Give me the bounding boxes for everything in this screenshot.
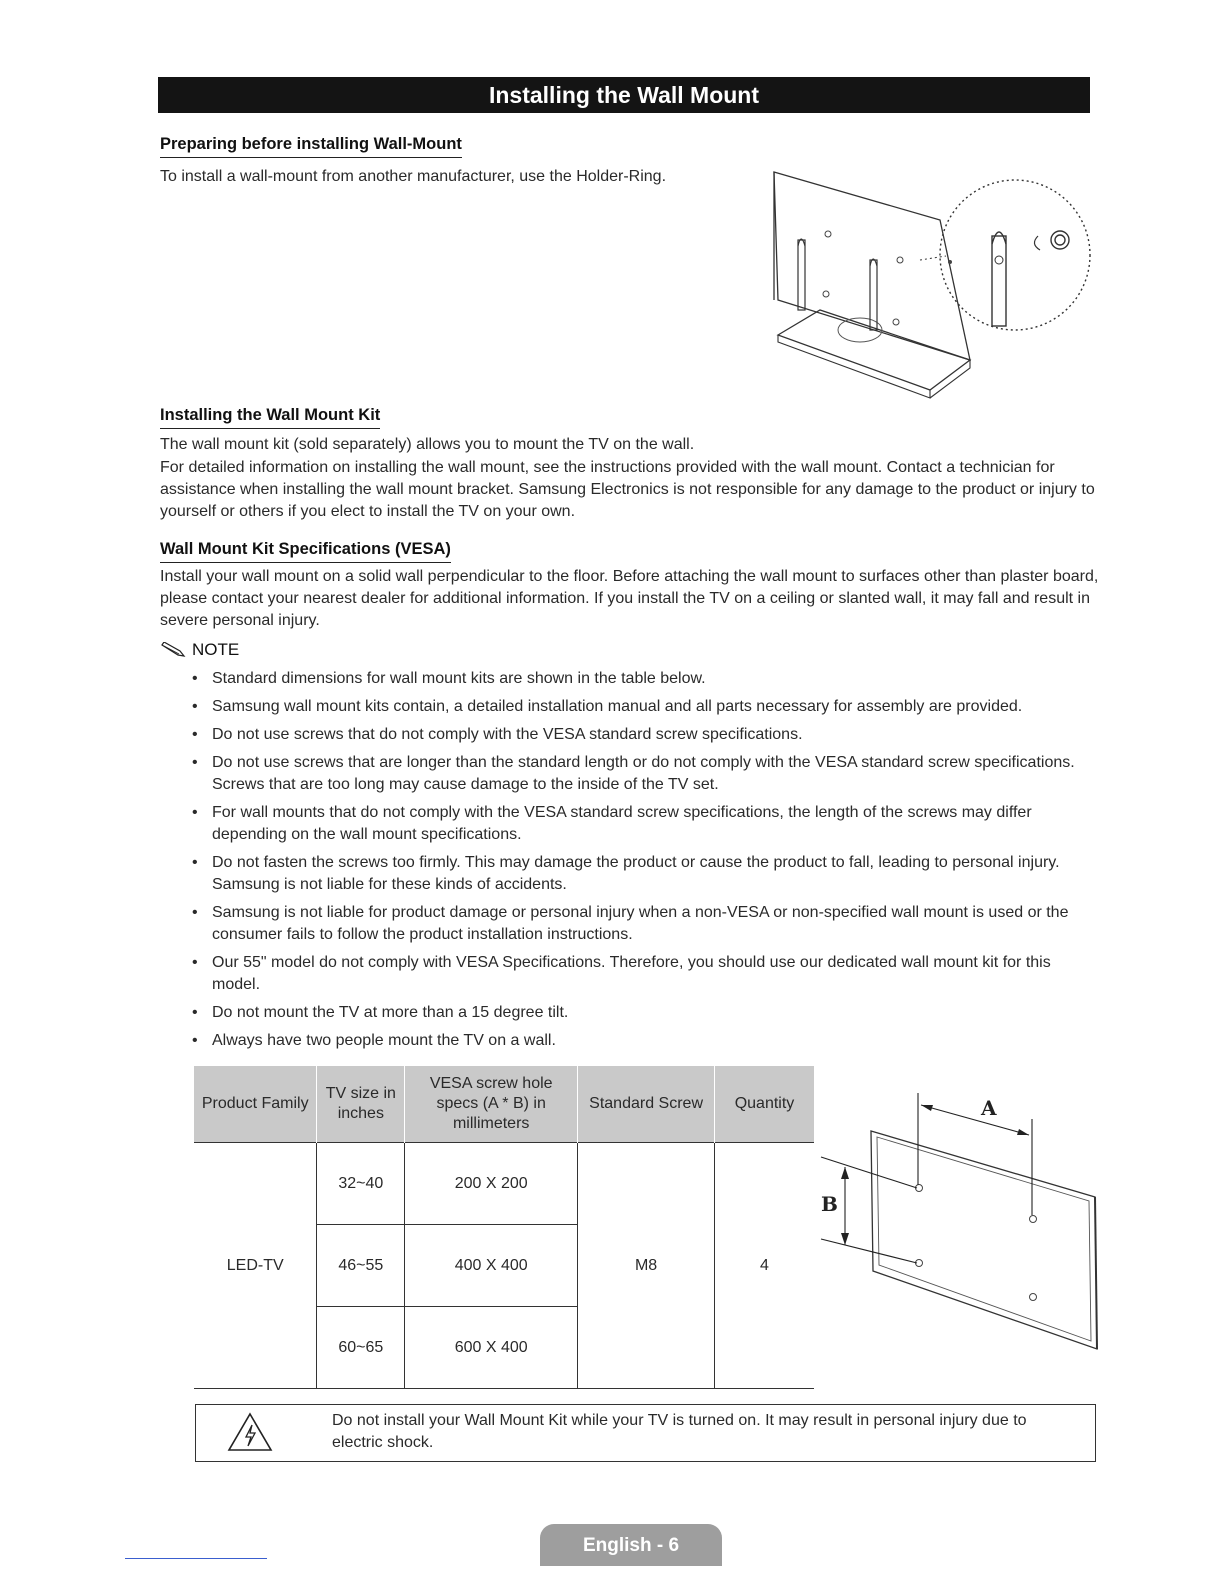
table-header-vesa-specs: VESA screw hole specs (A * B) in millimeters: [405, 1066, 578, 1143]
cell-vesa-spec: 600 X 400: [405, 1307, 578, 1389]
pencil-note-icon: [160, 642, 186, 658]
vesa-spec-table: [194, 1066, 814, 1389]
dimension-label-b: B: [821, 1192, 838, 1216]
table-header-standard-screw: Standard Screw: [578, 1066, 715, 1143]
table-header-tv-size: TV size in inches: [317, 1066, 405, 1143]
cell-standard-screw: M8: [578, 1143, 715, 1389]
cell-tv-size: 46~55: [317, 1225, 405, 1307]
warning-box: [195, 1404, 1096, 1462]
section-text-preparing: To install a wall-mount from another manufacturer, use the Holder-Ring.: [160, 168, 667, 185]
note-item: • Do not use screws that are longer than the standard length or do not comply with the VESA standard screw specifications. Screws that are too long may cause damage to the inside of the TV set.: [192, 752, 1097, 796]
note-item: • Do not mount the TV at more than a 15 degree tilt.: [192, 1002, 1097, 1024]
note-item: • Samsung wall mount kits contain, a detailed installation manual and all parts necessary for assembly are provided.: [192, 696, 1097, 718]
section-text-kit-intro: The wall mount kit (sold separately) allows you to mount the TV on the wall.: [160, 436, 695, 453]
section-text-kit-details: For detailed information on installing the wall mount, see the instructions provided with the wall mount. Contact a technician for assistance when installing the wall mount bracket. Samsung Electronics is not responsible for any damage to the product or injury to yourself or others if you elect to install the TV on your own.: [160, 459, 1095, 520]
cell-vesa-spec: 200 X 200: [405, 1143, 578, 1225]
note-item: • Standard dimensions for wall mount kits are shown in the table below.: [192, 668, 1097, 690]
cell-product-family: LED-TV: [194, 1143, 317, 1389]
section-heading-preparing: Preparing before installing Wall-Mount: [160, 134, 462, 158]
footer-divider: [125, 1558, 267, 1559]
note-item: • Our 55" model do not comply with VESA Specifications. Therefore, you should use our dedicated wall mount kit for this model.: [192, 952, 1097, 996]
electric-shock-warning-icon: [226, 1411, 274, 1453]
cell-tv-size: 60~65: [317, 1307, 405, 1389]
table-header-quantity: Quantity: [715, 1066, 814, 1143]
table-header-row: [194, 1066, 814, 1143]
note-item: • For wall mounts that do not comply with the VESA standard screw specifications, the length of the screws may differ depending on the wall mount specifications.: [192, 802, 1097, 846]
section-heading-vesa-specs: Wall Mount Kit Specifications (VESA): [160, 539, 451, 563]
table-header-product-family: Product Family: [194, 1066, 317, 1143]
warning-text: Do not install your Wall Mount Kit while your TV is turned on. It may result in personal injury due to electric shock.: [332, 1412, 1027, 1451]
page-number-badge: English - 6: [540, 1524, 722, 1566]
note-label: NOTE: [192, 640, 240, 659]
note-item: • Do not fasten the screws too firmly. This may damage the product or cause the product to fall, leading to personal injury. Samsung is not liable for these kinds of accidents.: [192, 852, 1097, 896]
table-row: [194, 1143, 814, 1225]
cell-tv-size: 32~40: [317, 1143, 405, 1225]
note-item: • Always have two people mount the TV on a wall.: [192, 1030, 1097, 1052]
holder-ring-illustration: [760, 160, 1100, 400]
note-list: [192, 668, 1097, 1058]
cell-quantity: 4: [715, 1143, 814, 1389]
note-item: • Do not use screws that do not comply with the VESA standard screw specifications.: [192, 724, 1097, 746]
section-text-vesa: Install your wall mount on a solid wall perpendicular to the floor. Before attaching the wall mount to surfaces other than plaster board, please contact your nearest dealer for additional information. If you install the TV on a ceiling or slanted wall, it may fall and result in severe personal injury.: [160, 568, 1099, 629]
note-heading: [160, 640, 239, 660]
dimension-label-a: A: [981, 1096, 997, 1120]
cell-vesa-spec: 400 X 400: [405, 1225, 578, 1307]
section-heading-installing-kit: Installing the Wall Mount Kit: [160, 405, 380, 429]
vesa-dimension-diagram: [815, 1085, 1105, 1365]
page-title: Installing the Wall Mount: [158, 77, 1090, 113]
note-item: • Samsung is not liable for product damage or personal injury when a non-VESA or non-specified wall mount is used or the consumer fails to follow the product installation instructions.: [192, 902, 1097, 946]
